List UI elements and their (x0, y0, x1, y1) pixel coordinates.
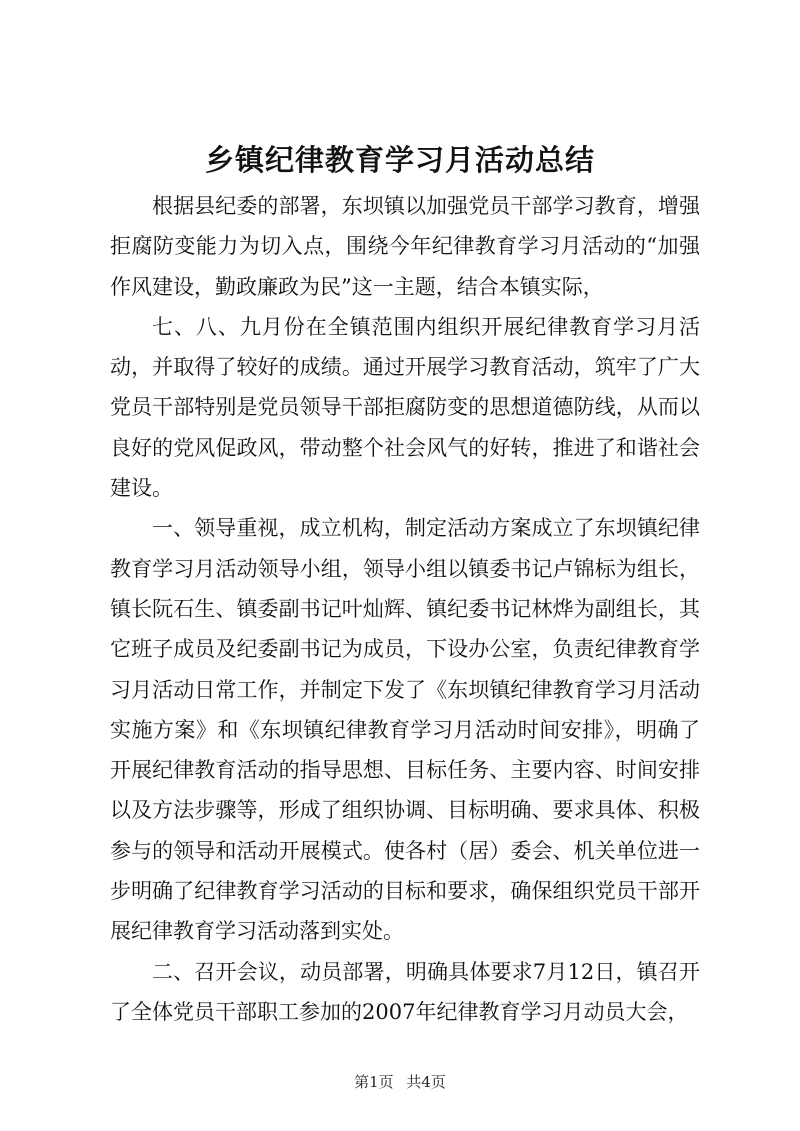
page-number-total: 共4页 (406, 1073, 446, 1091)
document-title: 乡镇纪律教育学习月活动总结 (204, 143, 595, 177)
document-body (110, 186, 700, 1032)
paragraph-section-one: 一、领导重视，成立机构，制定活动方案成立了东坝镇纪律教育学习月活动领导小组，领导小组以镇委书记卢锦标为组长，镇长阮石生、镇委副书记叶灿辉、镇纪委书记林烨为副组长，其它班子成员及纪委副书记为成员，下设办公室，负责纪律教育学习月活动日常工作，并制定下发了《东坝镇纪律教育学习月活动实施方案》和《东坝镇纪律教育学习月活动时间安排》，明确了开展纪律教育活动的指导思想、目标任务、主要内容、时间安排以及方法步骤等，形成了组织协调、目标明确、要求具体、积极参与的领导和活动开展模式。使各村（居）委会、机关单位进一步明确了纪律教育学习活动的目标和要求，确保组织党员干部开展纪律教育学习活动落到实处。 (110, 516, 700, 944)
page-footer (0, 1072, 800, 1092)
paragraph-summary: 七、八、九月份在全镇范围内组织开展纪律教育学习月活动，并取得了较好的成绩。通过开展学习教育活动，筑牢了广大党员干部特别是党员领导干部拒腐防变的思想道德防线，从而以良好的党风促政风，带动整个社会风气的好转，推进了和谐社会建设。 (110, 314, 700, 501)
paragraph-section-two: 二、召开会议，动员部署，明确具体要求7月12日，镇召开了全体党员干部职工参加的2007年纪律教育学习月动员大会， (110, 959, 700, 1024)
paragraph-intro: 根据县纪委的部署，东坝镇以加强党员干部学习教育，增强拒腐防变能力为切入点，围绕今年纪律教育学习月活动的“加强作风建设，勤政廉政为民”这一主题，结合本镇实际， (110, 194, 700, 299)
page-number-current: 第1页 (354, 1073, 394, 1091)
